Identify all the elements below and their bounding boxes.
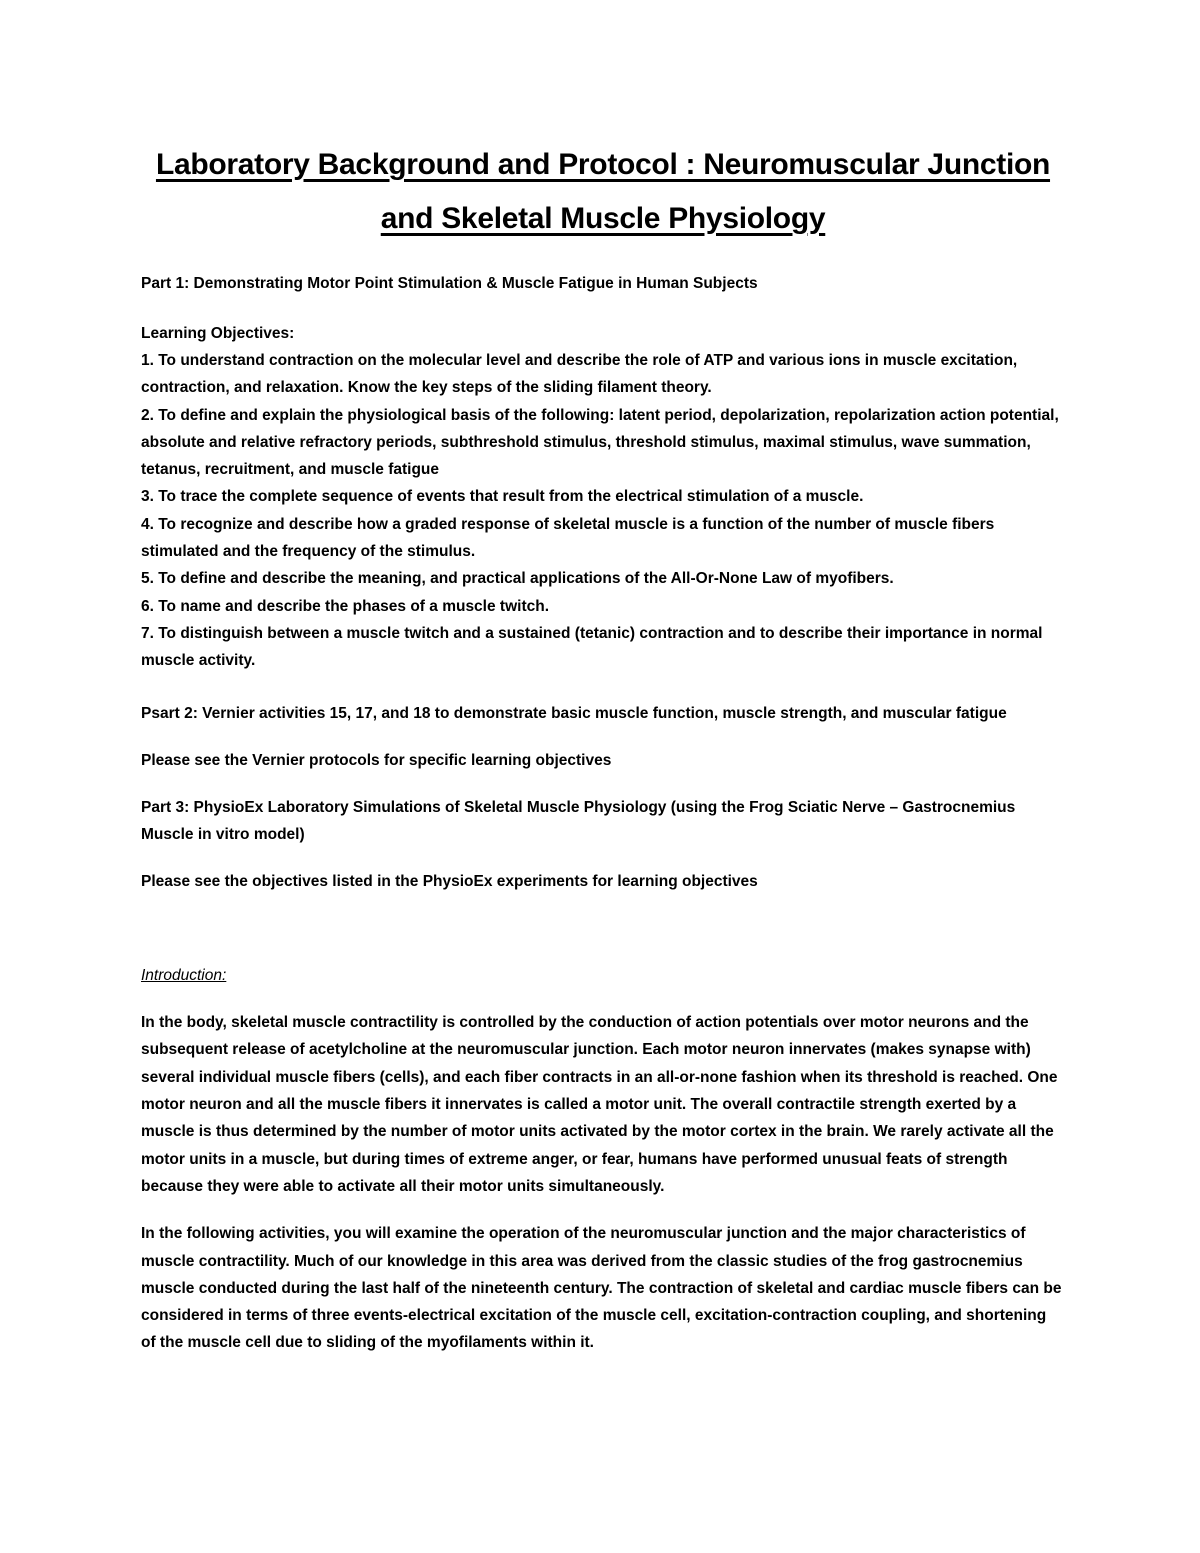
objective-item: 1. To understand contraction on the molecular level and describe the role of ATP and various ions in muscle excitation, contraction, and relaxation. Know the key steps of the sliding filament theory.: [141, 352, 1018, 397]
learning-objectives-label: Learning Objectives:: [141, 325, 295, 342]
introduction-heading: Introduction:: [141, 967, 227, 985]
part-2-note: Please see the Vernier protocols for specific learning objectives: [141, 751, 612, 769]
part-3-heading: Part 3: PhysioEx Laboratory Simulations of Skeletal Muscle Physiology (using the Frog Sciatic Nerve – Gastrocnemius Muscle in vitro model): [141, 798, 1016, 843]
objective-item: 4. To recognize and describe how a graded response of skeletal muscle is a function of the number of muscle fibers stimulated and the frequency of the stimulus.: [141, 515, 995, 561]
objective-item: 2. To define and explain the physiological basis of the following: latent period, depolarization, repolarization action potential, absolute and relative refractory periods, subthreshold stimulus, threshold stimulus, maximal stimulus, wave summation, tetanus, recruitment, and muscle fatigue: [141, 406, 1059, 479]
introduction-paragraph-2: In the following activities, you will examine the operation of the neuromuscular junction and the major characteristics of muscle contractility. Much of our knowledge in this area was derived from the classic studies of the frog gastrocnemius muscle conducted during the last half of the nineteenth century. The contraction of skeletal and cardiac muscle fibers can be considered in terms of three events-electrical excitation of the muscle cell, excitation-contraction coupling, and shortening of the muscle cell due to sliding of the myofilaments within it.: [141, 1225, 1062, 1352]
document-page: [141, 138, 1065, 1357]
document-title: [141, 138, 1065, 246]
part-1-heading: Part 1: Demonstrating Motor Point Stimulation & Muscle Fatigue in Human Subjects: [141, 275, 758, 292]
objective-item: 5. To define and describe the meaning, and practical applications of the All-Or-None Law of myofibers.: [141, 570, 894, 588]
objective-item: 7. To distinguish between a muscle twitch and a sustained (tetanic) contraction and to describe their importance in normal muscle activity.: [141, 624, 1043, 670]
learning-objectives-list: [141, 347, 1065, 675]
document-title-line-1: Laboratory Background and Protocol : Neuromuscular Junction: [155, 148, 1051, 181]
objective-item: 6. To name and describe the phases of a muscle twitch.: [141, 597, 549, 615]
document-title-line-2: and Skeletal Muscle Physiology: [380, 202, 826, 235]
part-2-heading: Psart 2: Vernier activities 15, 17, and 18 to demonstrate basic muscle function, muscle strength, and muscular fatigue: [141, 704, 1007, 722]
introduction-paragraph-1: In the body, skeletal muscle contractility is controlled by the conduction of action potentials over motor neurons and the subsequent release of acetylcholine at the neuromuscular junction. Each motor neuron innervates (makes synapse with) several individual muscle fibers (cells), and each fiber contracts in an all-or-none fashion when its threshold is reached. One motor neuron and all the muscle fibers it innervates is called a motor unit. The overall contractile strength exerted by a muscle is thus determined by the number of motor units activated by the motor cortex in the brain. We rarely activate all the motor units in a muscle, but during times of extreme anger, or fear, humans have performed unusual feats of strength because they were able to activate all their motor units simultaneously.: [141, 1014, 1058, 1195]
part-3-note: Please see the objectives listed in the PhysioEx experiments for learning objectives: [141, 872, 758, 890]
objective-item: 3. To trace the complete sequence of events that result from the electrical stimulation of a muscle.: [141, 488, 864, 506]
